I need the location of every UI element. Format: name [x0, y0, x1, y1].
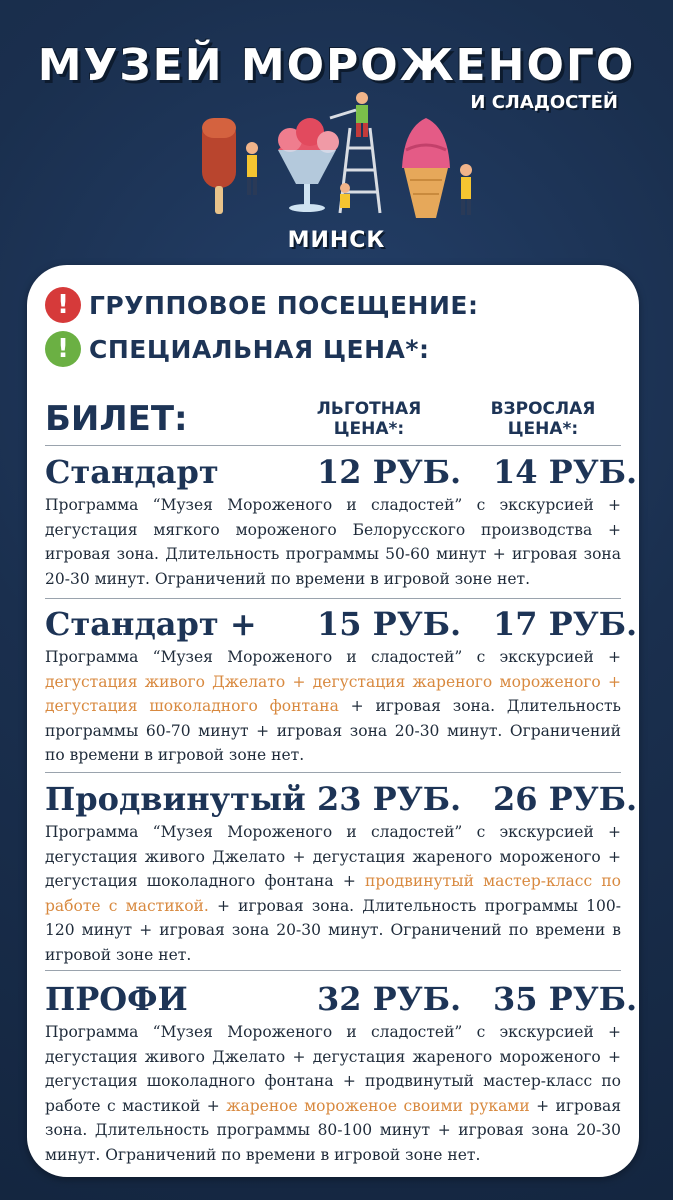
adult-header-line2: ЦЕНА*:	[507, 419, 579, 439]
adult-price: 17 РУБ.	[493, 605, 638, 643]
adult-price: 35 РУБ.	[493, 980, 638, 1018]
city-label: МИНСК	[287, 228, 386, 253]
tier-name: Стандарт +	[45, 605, 257, 643]
header	[0, 0, 673, 270]
adult-price: 26 РУБ.	[493, 780, 638, 818]
desc-highlight: жареное мороженое своими руками	[226, 1096, 530, 1115]
ticket-column-header: БИЛЕТ:	[45, 399, 188, 439]
museum-title: МУЗЕЙ МОРОЖЕНОГО	[37, 40, 636, 91]
tier-description	[45, 1020, 621, 1167]
reduced-price: 23 РУБ.	[317, 780, 462, 818]
desc-highlight: продвинутый мастер-класс по работе с мастикой.	[45, 872, 622, 915]
ladder-icon	[330, 92, 380, 213]
adult-price-header	[473, 399, 613, 439]
adult-price: 14 РУБ.	[493, 453, 638, 491]
adult-header-line1: ВЗРОСЛАЯ	[490, 399, 596, 419]
desc-highlight: дегустация живого Джелато + дегустация жареного мороженого + дегустация шоколадного фонтана	[45, 672, 621, 715]
desc-text: + игровая зона. Длительность программы 60-70 минут + игровая зона 20-30 минут. Ограничений по времени в игровой зоне нет.	[45, 697, 622, 764]
divider	[45, 970, 621, 971]
exclamation-red-icon: !	[45, 287, 81, 323]
reduced-price: 32 РУБ.	[317, 980, 462, 1018]
ice-cream-illustration	[190, 88, 490, 238]
child-figure-icon	[246, 142, 258, 195]
tier-name: Стандарт	[45, 453, 219, 491]
group-visit-text: ГРУППОВОЕ ПОСЕЩЕНИЕ:	[89, 290, 479, 320]
exclamation-green-icon: !	[45, 331, 81, 367]
reduced-price-header	[299, 399, 439, 439]
museum-subtitle: И СЛАДОСТЕЙ	[470, 92, 618, 113]
tier-name: Продвинутый	[45, 780, 306, 818]
tier-description	[45, 645, 621, 768]
sundae-icon	[278, 118, 339, 212]
group-visit-line	[45, 285, 478, 325]
desc-text: Программа “Музея Мороженого и сладостей” с экскурсией + дегустация живого Джелато + дегустация жареного мороженого + дегустация шоколадного фонтана +	[45, 823, 621, 890]
special-price-text: СПЕЦИАЛЬНАЯ ЦЕНА*:	[89, 334, 430, 364]
tier-description	[45, 820, 621, 967]
divider	[45, 445, 621, 446]
soft-serve-icon	[402, 118, 472, 218]
reduced-price: 15 РУБ.	[317, 605, 462, 643]
desc-text: Программа “Музея Мороженого и сладостей” с экскурсией + дегустация мягкого мороженого Белорусского производства + игровая зона. Длительность программы 50-60 минут + игровая зона 20-30 минут. Ограничений по времени в игровой зоне нет.	[45, 496, 621, 588]
desc-text: Программа “Музея Мороженого и сладостей” с экскурсией +	[45, 648, 621, 666]
price-card	[27, 265, 639, 1177]
divider	[45, 598, 621, 599]
divider	[45, 772, 621, 773]
popsicle-icon	[202, 118, 236, 214]
reduced-price: 12 РУБ.	[317, 453, 462, 491]
tier-description	[45, 493, 621, 591]
desc-text: Программа “Музея Мороженого и сладостей” с экскурсией + дегустация живого Джелато + дегустация жареного мороженого + дегустация шоколадного фонтана + продвинутый мастер-класс по работе с мастикой +	[45, 1023, 621, 1115]
tier-name: ПРОФИ	[45, 980, 188, 1018]
desc-text: + игровая зона. Длительность программы 100-120 минут + игровая зона 20-30 минут. Ограничений по времени в игровой зоне нет.	[45, 896, 621, 964]
reduced-header-line1: ЛЬГОТНАЯ	[316, 399, 422, 419]
reduced-header-line2: ЦЕНА*:	[333, 419, 405, 439]
desc-text: + игровая зона. Длительность программы 80-100 минут + игровая зона 20-30 минут. Ограничений по времени в игровой зоне нет.	[45, 1096, 622, 1164]
special-price-line	[45, 329, 429, 369]
